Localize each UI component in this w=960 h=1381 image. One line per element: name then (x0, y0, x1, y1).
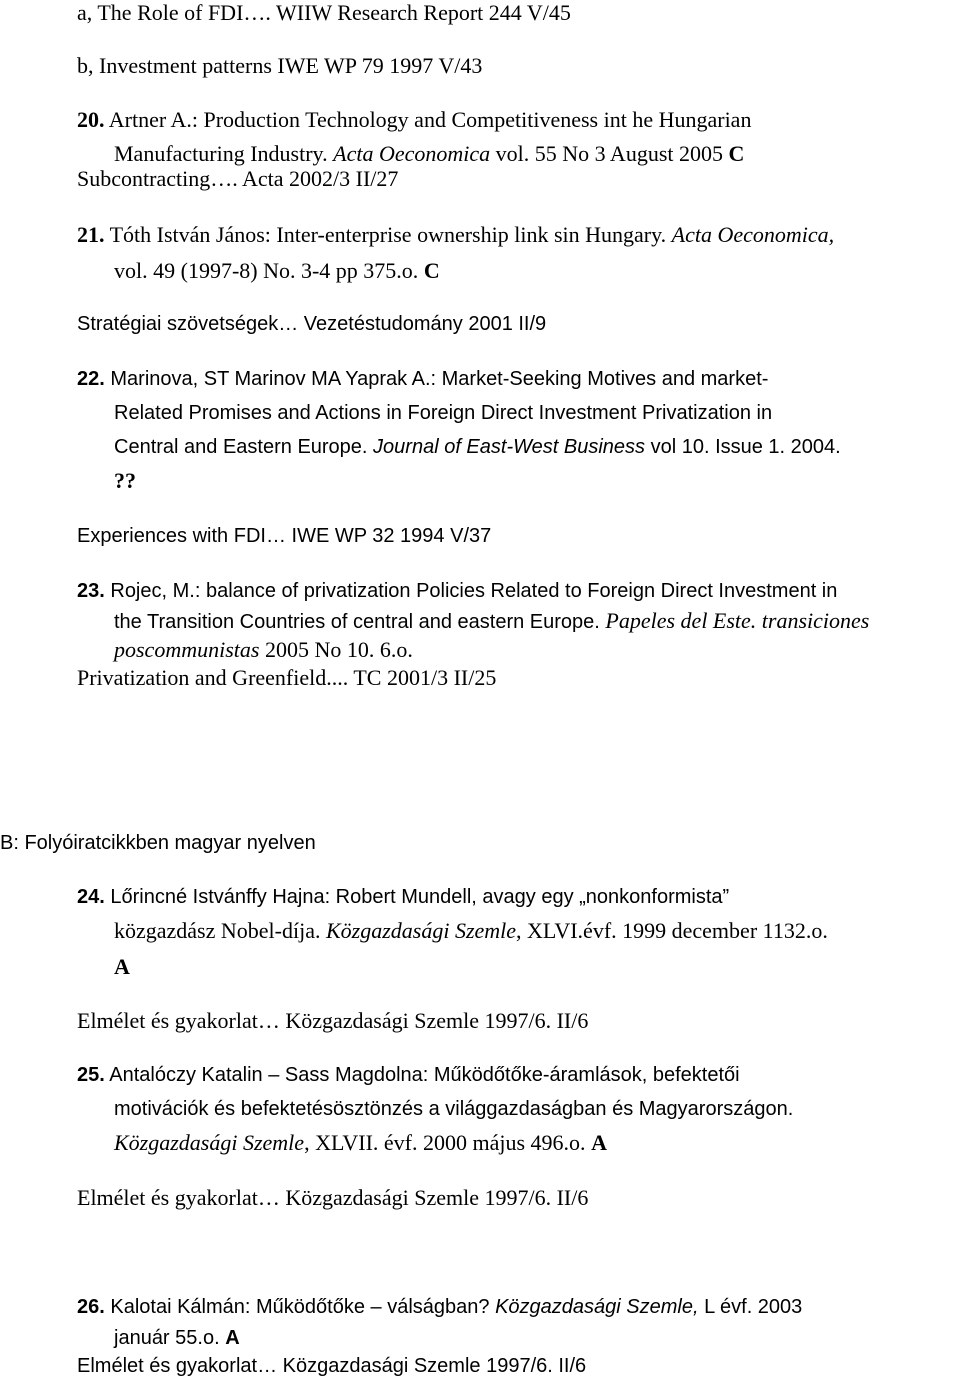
entry-text: Central and Eastern Europe. (114, 436, 374, 458)
entry-text: Marinova, ST Marinov MA Yaprak A.: Market-Seeking Motives and market- (104, 368, 769, 390)
rating-mark: C (728, 141, 745, 166)
journal-title: poscommunistas (114, 637, 260, 662)
entry-text: 2005 No 10. 6.o. (259, 637, 413, 662)
entry-23-line-1 (77, 578, 837, 604)
entry-20-line-1 (77, 107, 751, 133)
journal-title: Közgazdasági Szemle (114, 1130, 305, 1155)
entry-text: L évf. 2003 (698, 1296, 803, 1318)
entry-20-line-2 (114, 141, 744, 167)
entry-text: the Transition Countries of central and eastern Europe. (114, 611, 606, 633)
entry-number: 22. (77, 368, 105, 390)
entry-text: január 55.o. (114, 1327, 226, 1349)
entry-21-reference: Stratégiai szövetségek… Vezetéstudomány 2001 II/9 (77, 313, 547, 335)
entry-text: Manufacturing Industry. (114, 141, 334, 166)
entry-number: 25. (77, 1064, 105, 1086)
entry-text: Rojec, M.: balance of privatization Policies Related to Foreign Direct Investment in (104, 580, 838, 602)
journal-title: Közgazdasági Szemle, (495, 1296, 699, 1318)
entry-24-line-2 (114, 918, 828, 944)
entry-text: Antalóczy Katalin – Sass Magdolna: Működőtőke-áramlások, befektetői (104, 1064, 740, 1086)
entry-text: Lőrincné Istvánffy Hajna: Robert Mundell, avagy egy „nonkonformista” (104, 886, 730, 908)
section-heading: B: Folyóiratcikkben magyar nyelven (0, 832, 316, 854)
entry-text: Artner A.: Production Technology and Competitiveness int he Hungarian (104, 107, 752, 132)
ref-line-a: a, The Role of FDI…. WIIW Research Report 244 V/45 (77, 0, 571, 25)
entry-22-mark: ?? (114, 468, 136, 493)
entry-22-line-1 (77, 366, 768, 392)
entry-text: vol. 55 No 3 August 2005 (490, 141, 729, 166)
entry-text: közgazdász Nobel-díja. (114, 918, 326, 943)
entry-22-reference: Experiences with FDI… IWE WP 32 1994 V/37 (77, 525, 492, 547)
entry-26-line-2 (114, 1325, 240, 1351)
rating-mark: C (423, 258, 440, 283)
entry-20-reference: Subcontracting…. Acta 2002/3 II/27 (77, 166, 399, 191)
entry-25-reference: Elmélet és gyakorlat… Közgazdasági Szemle 1997/6. II/6 (77, 1185, 589, 1210)
entry-text: , XLVI.évf. 1999 december 1132.o. (516, 918, 828, 943)
entry-text: vol 10. Issue 1. 2004. (645, 436, 841, 458)
journal-title: Közgazdasági Szemle (325, 918, 517, 943)
entry-24-mark: A (114, 954, 130, 979)
entry-25-line-2: motivációk és befektetésösztönzés a világgazdaságban és Magyarországon. (114, 1098, 794, 1120)
rating-mark: A (225, 1327, 240, 1349)
entry-21-line-2 (114, 258, 440, 284)
entry-25-line-1 (77, 1062, 740, 1088)
entry-text: Kalotai Kálmán: Működőtőke – válságban? (104, 1296, 496, 1318)
entry-22-line-3 (114, 434, 841, 460)
entry-number: 26. (77, 1296, 105, 1318)
journal-title: Papeles del Este. transiciones (605, 608, 870, 633)
entry-number: 23. (77, 580, 105, 602)
journal-title: Journal of East-West Business (373, 436, 646, 458)
entry-24-reference: Elmélet és gyakorlat… Közgazdasági Szemle 1997/6. II/6 (77, 1008, 589, 1033)
entry-text: Tóth István János: Inter-enterprise ownership link sin Hungary. (104, 222, 672, 247)
entry-25-line-3 (114, 1130, 607, 1156)
entry-26-reference: Elmélet és gyakorlat… Közgazdasági Szemle 1997/6. II/6 (77, 1355, 587, 1377)
entry-text: , XLVII. évf. 2000 május 496.o. (304, 1130, 592, 1155)
rating-mark: A (591, 1130, 607, 1155)
entry-26-line-1 (77, 1294, 802, 1320)
entry-number: 21. (77, 222, 105, 247)
journal-title: Acta Oeconomica, (671, 222, 835, 247)
entry-23-line-3 (114, 637, 413, 663)
entry-23-line-2 (114, 608, 869, 635)
entry-23-reference: Privatization and Greenfield.... TC 2001/3 II/25 (77, 665, 497, 690)
entry-22-line-2: Related Promises and Actions in Foreign Direct Investment Privatization in (114, 402, 773, 424)
journal-title: Acta Oeconomica (333, 141, 491, 166)
entry-number: 24. (77, 886, 105, 908)
entry-text: vol. 49 (1997-8) No. 3-4 pp 375.o. (114, 258, 424, 283)
entry-24-line-1 (77, 884, 729, 910)
entry-21-line-1 (77, 222, 834, 248)
ref-line-b: b, Investment patterns IWE WP 79 1997 V/43 (77, 53, 483, 78)
entry-number: 20. (77, 107, 105, 132)
